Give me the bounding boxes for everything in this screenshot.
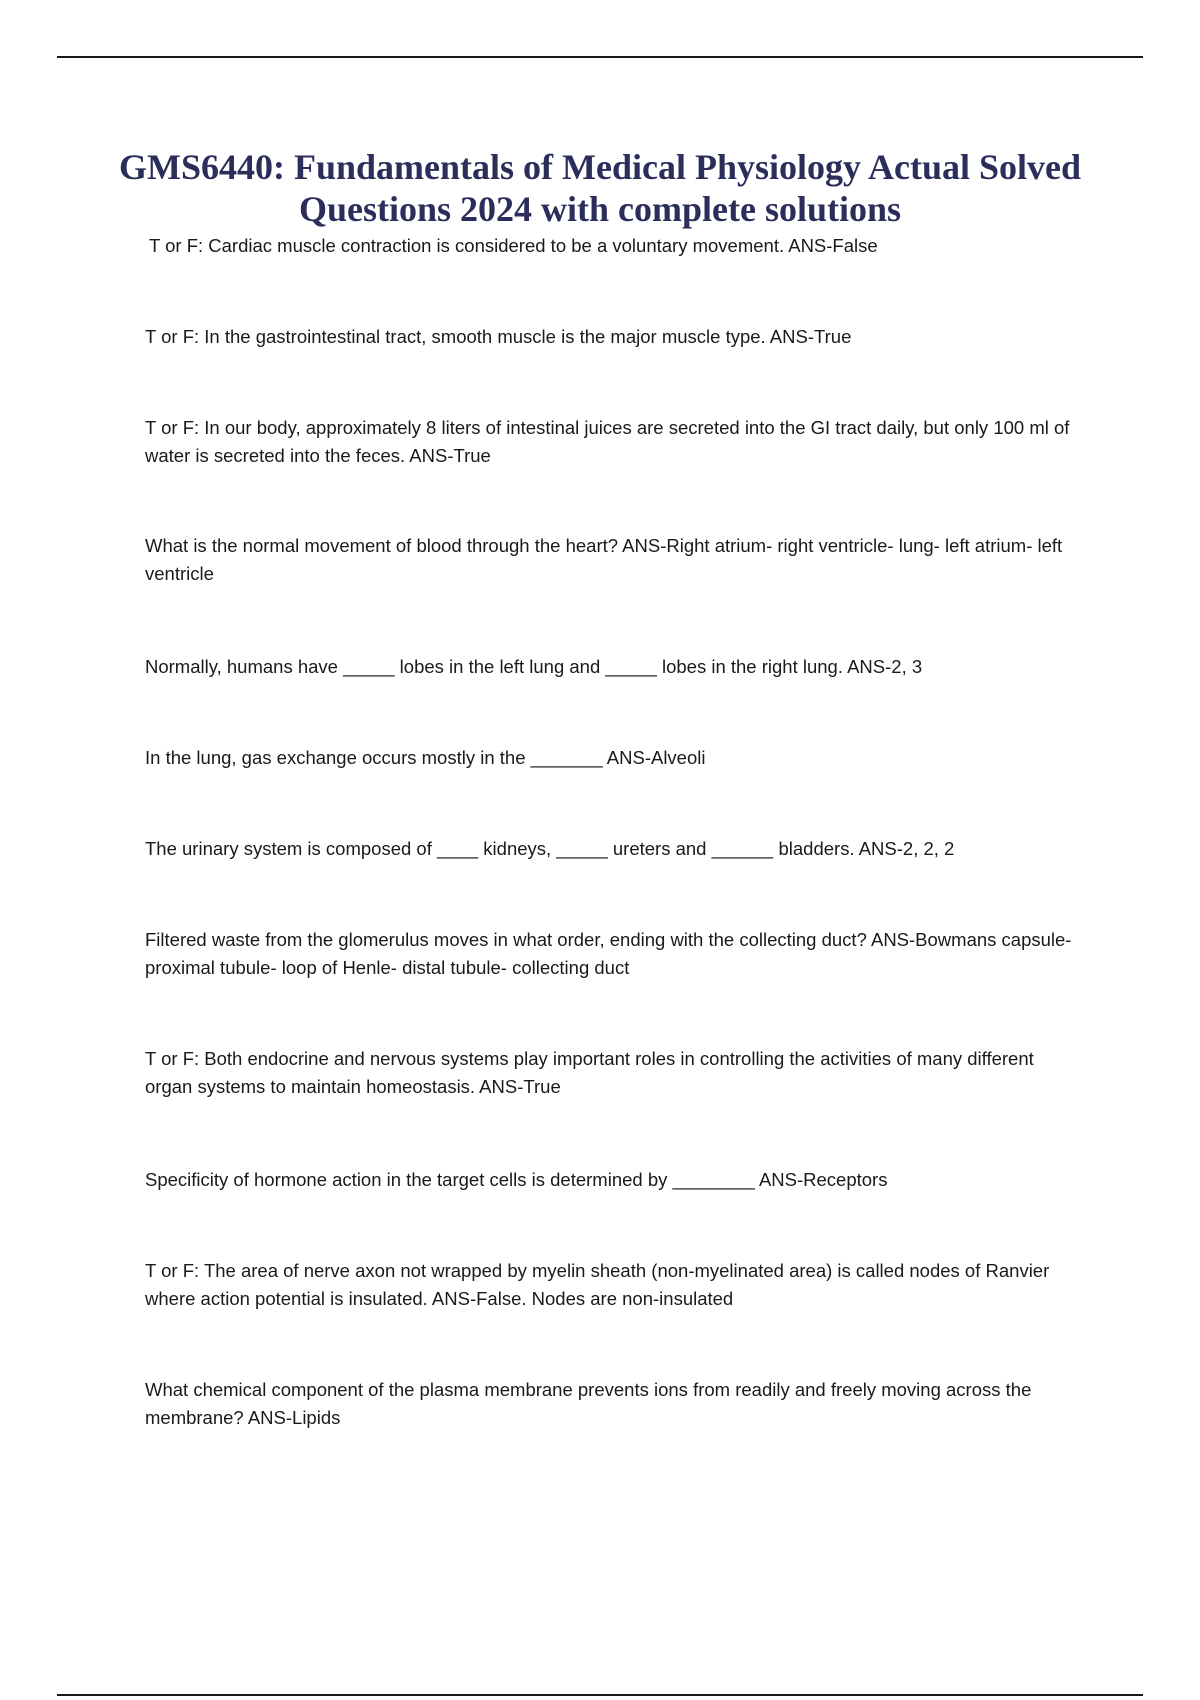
qa-item-2: T or F: In the gastrointestinal tract, smooth muscle is the major muscle type. ANS-True	[145, 326, 852, 347]
qa-item-5: Normally, humans have _____ lobes in the left lung and _____ lobes in the right lung. ANS-2, 3	[145, 656, 923, 677]
qa-item-6: In the lung, gas exchange occurs mostly in the _______ ANS-Alveoli	[145, 747, 706, 768]
qa-item-3: T or F: In our body, approximately 8 liters of intestinal juices are secreted into the GI tract daily, but only 100 ml of water is secreted into the feces. ANS-True	[145, 417, 1070, 466]
document-title: GMS6440: Fundamentals of Medical Physiology Actual Solved Questions 2024 with complete solutions	[118, 147, 1082, 229]
qa-item-8: Filtered waste from the glomerulus moves in what order, ending with the collecting duct? ANS-Bowmans capsule- proximal tubule- loop of Henle- distal tubule- collecting duct	[145, 929, 1072, 978]
qa-item-4: What is the normal movement of blood through the heart? ANS-Right atrium- right ventricle- lung- left atrium- left ventricle	[145, 535, 1063, 584]
qa-item-10: Specificity of hormone action in the target cells is determined by ________ ANS-Receptors	[145, 1169, 888, 1190]
qa-item-9: T or F: Both endocrine and nervous systems play important roles in controlling the activities of many different organ systems to maintain homeostasis. ANS-True	[145, 1048, 1034, 1097]
qa-item-7: The urinary system is composed of ____ kidneys, _____ ureters and ______ bladders. ANS-2, 2, 2	[145, 838, 955, 859]
qa-item-1: T or F: Cardiac muscle contraction is considered to be a voluntary movement. ANS-False	[149, 235, 878, 256]
qa-item-12: What chemical component of the plasma membrane prevents ions from readily and freely moving across the membrane? ANS-Lipids	[145, 1379, 1032, 1428]
qa-item-11: T or F: The area of nerve axon not wrapped by myelin sheath (non-myelinated area) is called nodes of Ranvier where action potential is insulated. ANS-False. Nodes are non-insulated	[145, 1260, 1050, 1309]
header-rule	[57, 56, 1143, 58]
footer-rule	[57, 1694, 1143, 1696]
